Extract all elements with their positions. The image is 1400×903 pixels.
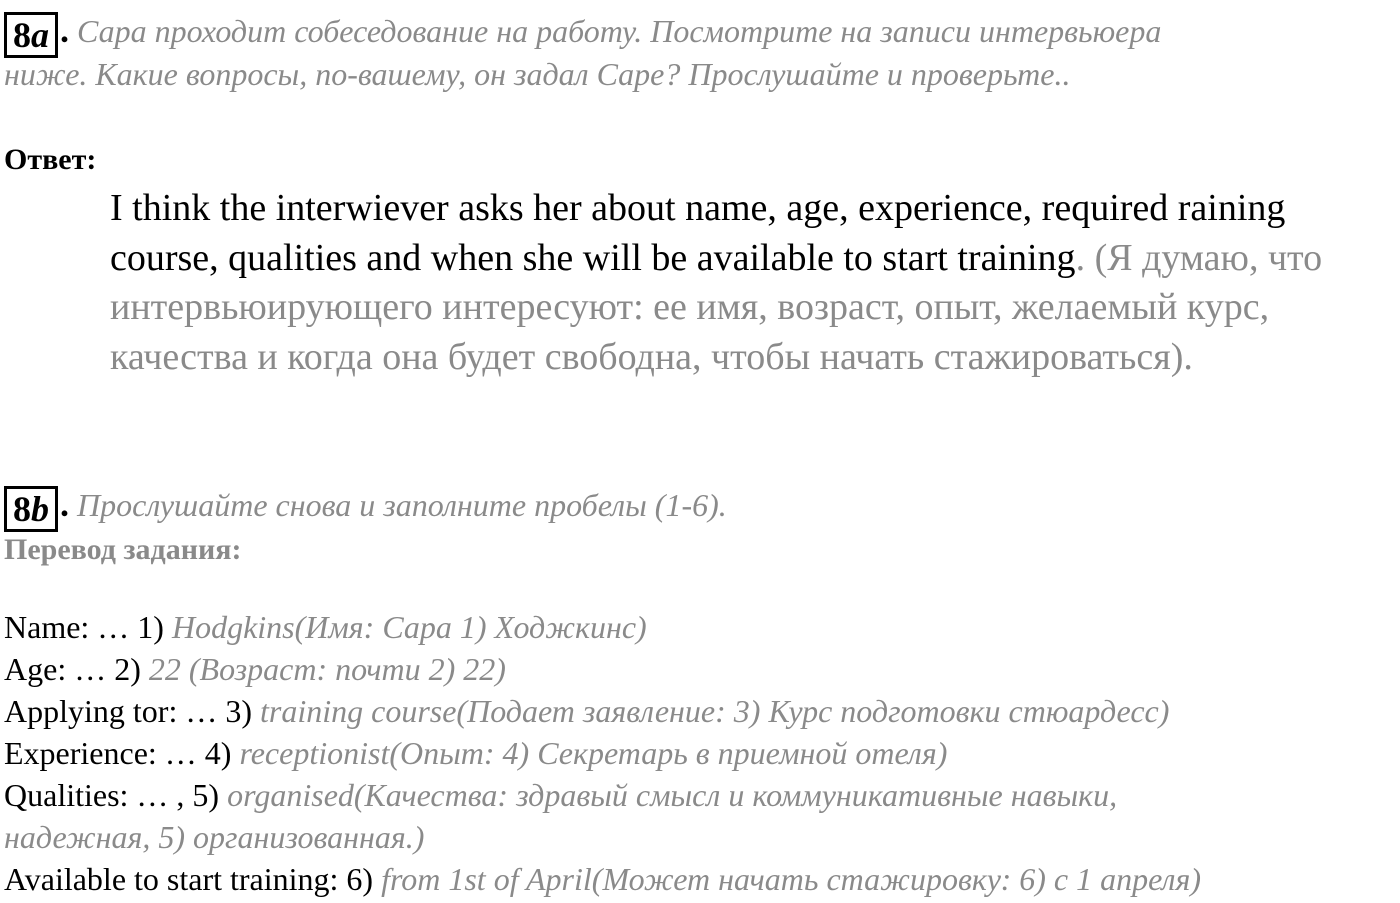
task-8b-dot: . — [60, 484, 69, 524]
answer-russian: . (Я думаю, что интервьюирующего интересуют: ее имя, возраст, опыт, желаемый курс, качества и когда она будет свободна, чтобы начать стажироваться). — [110, 236, 1323, 378]
task-8a-label: 8a — [4, 12, 58, 58]
list-item-available: Available to start training: 6) from 1st of April(Может начать стажировку: 6) с 1 апреля) — [4, 861, 1201, 897]
list-item-experience: Experience: … 4) receptionist(Опыт: 4) Секретарь в приемной отеля) — [4, 735, 948, 771]
answer-text — [110, 184, 1400, 382]
translation-heading: Перевод задания: — [4, 533, 242, 566]
task-8b-label: 8b — [4, 486, 58, 532]
task-8a-dot: . — [60, 10, 69, 50]
answer-english: I think the interwiever asks her about name, age, experience, required raining course, qualities and when she will be available to start training — [110, 187, 1286, 279]
fill-in-list — [4, 606, 1201, 900]
list-item-name: Name: … 1) Hodgkins(Имя: Сара 1) Ходжкинс) — [4, 609, 647, 645]
task-8a-header — [4, 8, 1161, 58]
task-8a-instruction: Сара проходит собеседование на работу. Посмотрите на записи интервьюера — [77, 13, 1162, 49]
answer-heading: Ответ: — [4, 143, 97, 176]
task-8b-header — [4, 482, 727, 532]
list-item-age: Age: … 2) 22 (Возраст: почти 2) 22) — [4, 651, 506, 687]
task-8b-instruction: Прослушайте снова и заполните пробелы (1-6). — [77, 487, 727, 523]
task-8a-instruction-cont: ниже. Какие вопросы, по-вашему, он задал Саре? Прослушайте и проверьте.. — [4, 56, 1071, 92]
list-item-qualities: Qualities: … , 5) organised(Качества: здравый смысл и коммуникативные навыки, — [4, 777, 1118, 813]
list-item-applying: Applying tor: … 3) training course(Подает заявление: 3) Курс подготовки стюардесс) — [4, 693, 1170, 729]
list-item-qualities-cont: надежная, 5) организованная.) — [4, 819, 425, 855]
